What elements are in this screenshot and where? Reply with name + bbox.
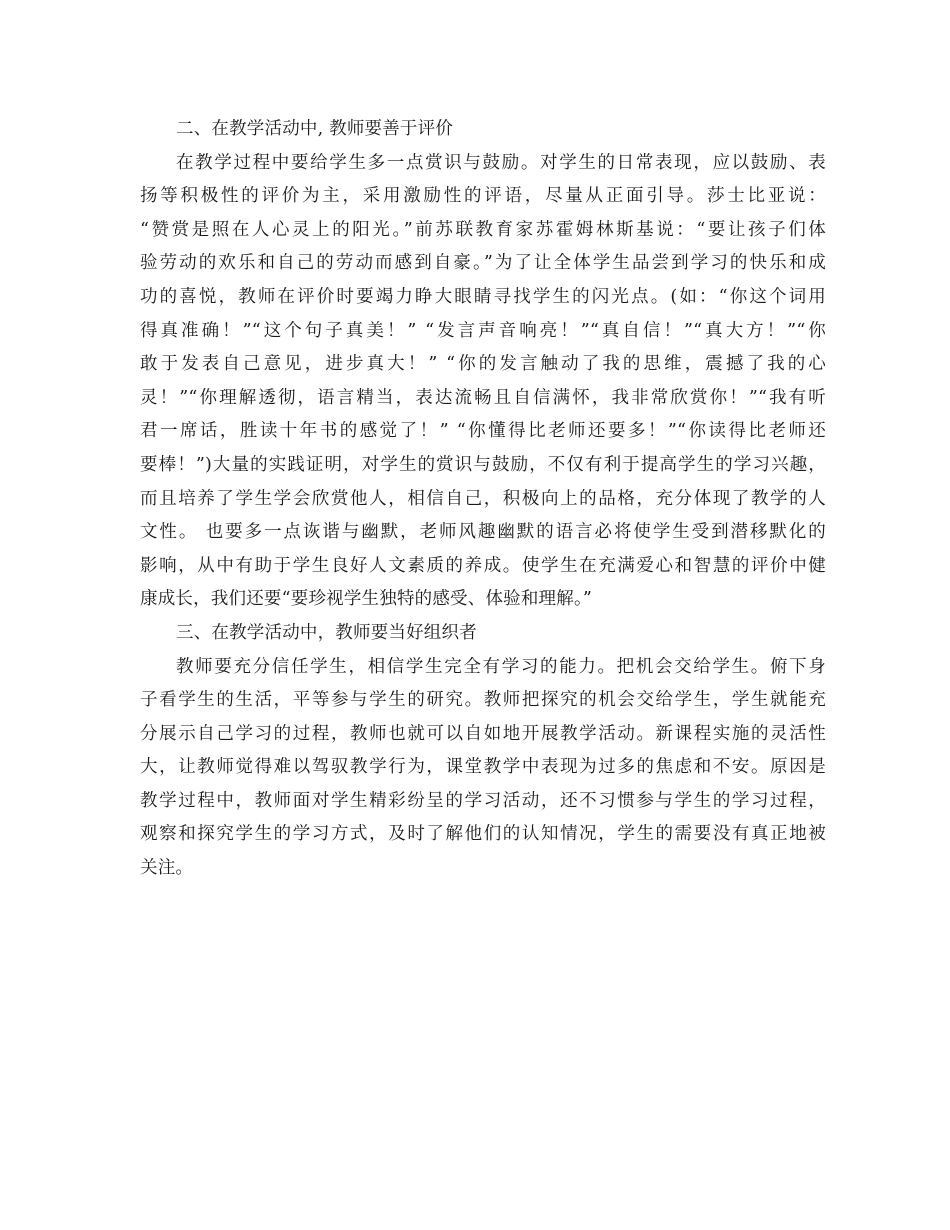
paragraph-line: 要棒！”)大量的实践证明，对学生的赏识与鼓励，不仅有利于提高学生的学习兴趣， [140, 454, 826, 475]
paragraph-line: 影响，从中有助于学生良好人文素质的养成。使学生在充满爱心和智慧的评价中健 [140, 555, 826, 576]
paragraph-line: 大，让教师觉得难以驾驭教学行为，课堂教学中表现为过多的焦虑和不安。原因是 [140, 757, 826, 778]
paragraph-line: 教学过程中，教师面对学生精彩纷呈的学习活动，还不习惯参与学生的学习过程， [140, 790, 826, 811]
paragraph-line: 关注。 [140, 858, 194, 879]
paragraph-line: 功的喜悦，教师在评价时要竭力睁大眼睛寻找学生的闪光点。(如：“你这个词用 [140, 286, 826, 307]
paragraph-line: 验劳动的欢乐和自己的劳动而感到自豪。”为了让全体学生品尝到学习的快乐和成 [140, 253, 826, 274]
paragraph-line: 观察和探究学生的学习方式，及时了解他们的认知情况，学生的需要没有真正地被 [140, 824, 826, 845]
paragraph-line: 灵！”“你理解透彻，语言精当，表达流畅且自信满怀，我非常欣赏你！”“我有听 [140, 387, 826, 408]
paragraph-line: 在教学过程中要给学生多一点赏识与鼓励。对学生的日常表现，应以鼓励、表 [176, 152, 826, 173]
paragraph-line: 分展示自己学习的过程，教师也就可以自如地开展教学活动。新课程实施的灵活性 [140, 723, 826, 744]
paragraph-line: 子看学生的生活，平等参与学生的研究。教师把探究的机会交给学生，学生就能充 [140, 690, 826, 711]
paragraph-line: 而且培养了学生学会欣赏他人，相信自己，积极向上的品格，充分体现了教学的人 [140, 488, 826, 509]
paragraph-line: 教师要充分信任学生，相信学生完全有学习的能力。把机会交给学生。俯下身 [176, 656, 826, 677]
section-heading: 二、在教学活动中, 教师要善于评价 [176, 119, 454, 139]
document-body [140, 113, 826, 886]
section-heading: 三、在教学活动中，教师要当好组织者 [176, 622, 477, 643]
paragraph-line: 敢于发表自己意见，进步真大！” “你的发言触动了我的思维，震撼了我的心 [140, 354, 826, 375]
paragraph-line: “赞赏是照在人心灵上的阳光。”前苏联教育家苏霍姆林斯基说：“要让孩子们体 [140, 219, 826, 240]
paragraph-line: 康成长，我们还要“要珍视学生独特的感受、体验和理解。” [140, 589, 593, 610]
paragraph-line: 君一席话，胜读十年书的感觉了！” “你懂得比老师还要多！”“你读得比老师还 [140, 421, 826, 442]
paragraph-line: 扬等积极性的评价为主，采用激励性的评语，尽量从正面引导。莎士比亚说： [140, 186, 826, 207]
paragraph-line: 文性。 也要多一点诙谐与幽默，老师风趣幽默的语言必将使学生受到潜移默化的 [140, 522, 826, 543]
paragraph-line: 得真准确！”“这个句子真美！” “发言声音响亮！”“真自信！”“真大方！”“你 [140, 320, 826, 341]
